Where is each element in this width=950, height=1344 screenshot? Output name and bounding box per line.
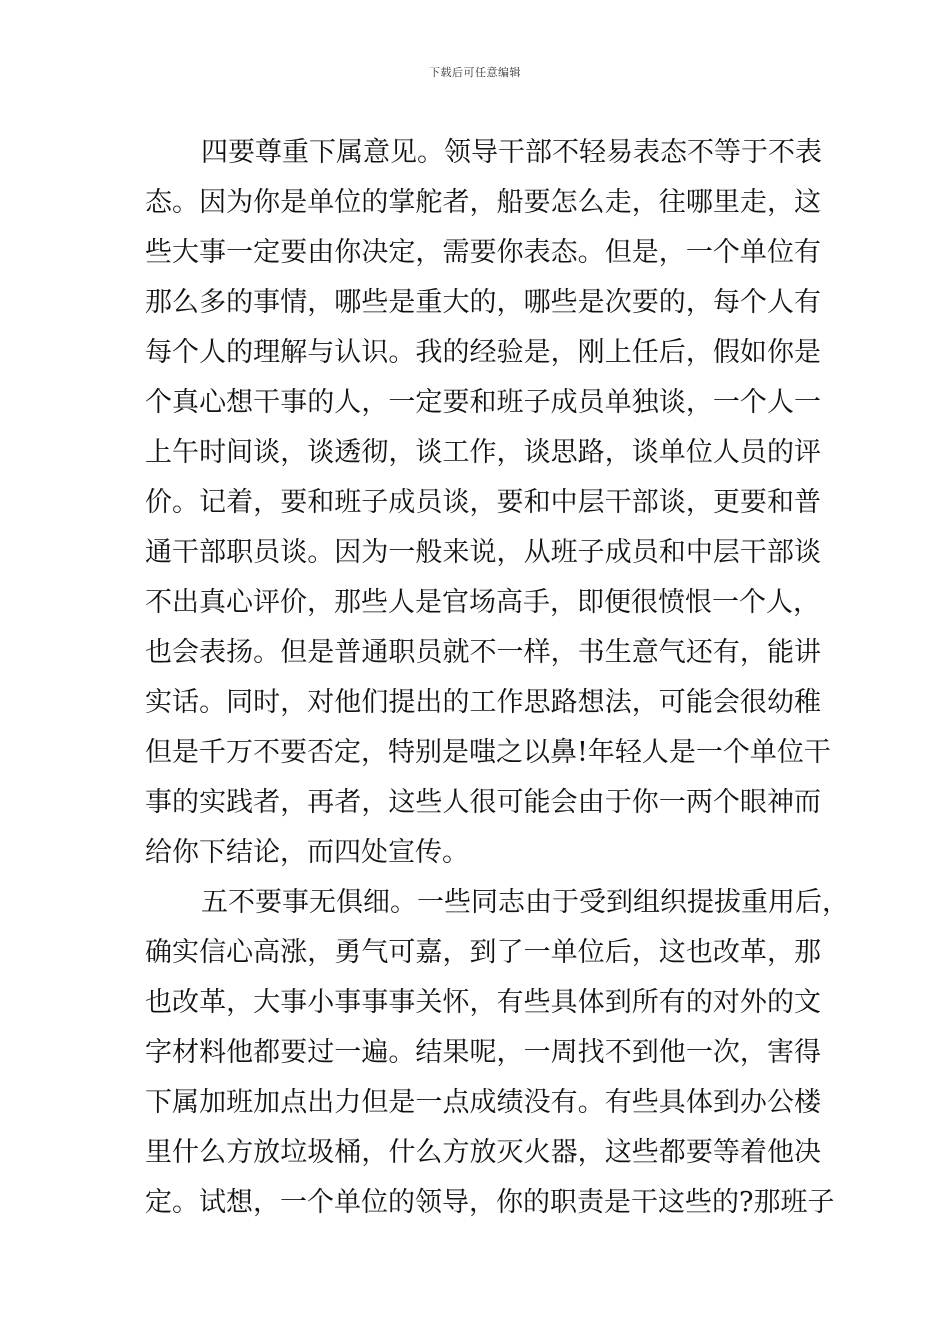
paragraph-line: 实话。同时，对他们提出的工作思路想法，可能会很幼稚 [145,687,821,718]
paragraph-line: 事的实践者，再者，这些人很可能会由于你一两个眼神而 [145,787,821,818]
paragraph-line: 些大事一定要由你决定，需要你表态。但是，一个单位有 [145,237,821,268]
paragraph-line: 不出真心评价，那些人是官场高手，即便很愤恨一个人， [145,587,820,618]
paragraph-line: 但是千万不要否定，特别是嗤之以鼻!年轻人是一个单位干 [145,737,831,768]
page-header: 下载后可任意编辑 [429,66,521,79]
paragraph-line: 给你下结论，而四处宣传。 [145,837,469,868]
paragraph-line: 四要尊重下属意见。领导干部不轻易表态不等于不表 [201,137,822,168]
paragraph-line: 字材料他都要过一遍。结果呢，一周找不到他一次，害得 [145,1037,821,1068]
paragraph-line: 下属加班加点出力但是一点成绩没有。有些具体到办公楼 [145,1087,821,1118]
paragraph-line: 五不要事无俱细。一些同志由于受到组织提拔重用后， [201,887,849,918]
paragraph-line: 确实信心高涨，勇气可嘉，到了一单位后，这也改革，那 [145,937,821,968]
paragraph-line: 每个人的理解与认识。我的经验是，刚上任后，假如你是 [145,337,821,368]
paragraph-line: 态。因为你是单位的掌舵者，船要怎么走，往哪里走，这 [145,187,821,218]
paragraph-line: 也会表扬。但是普通职员就不一样，书生意气还有，能讲 [145,637,821,668]
paragraph-line: 也改革，大事小事事事关怀，有些具体到所有的对外的文 [145,987,821,1018]
paragraph-line: 通干部职员谈。因为一般来说，从班子成员和中层干部谈 [145,537,821,568]
paragraph-line: 个真心想干事的人，一定要和班子成员单独谈，一个人一 [145,387,821,418]
paragraph-line: 那么多的事情，哪些是重大的，哪些是次要的，每个人有 [145,287,821,318]
paragraph-line: 上午时间谈，谈透彻，谈工作，谈思路，谈单位人员的评 [145,437,821,468]
document-body [145,128,849,1228]
paragraph-line: 价。记着，要和班子成员谈，要和中层干部谈，更要和普 [145,487,821,518]
paragraph-line: 定。试想，一个单位的领导，你的职责是干这些的?那班子 [145,1187,835,1218]
paragraph-line: 里什么方放垃圾桶，什么方放灭火器，这些都要等着他决 [145,1137,821,1168]
